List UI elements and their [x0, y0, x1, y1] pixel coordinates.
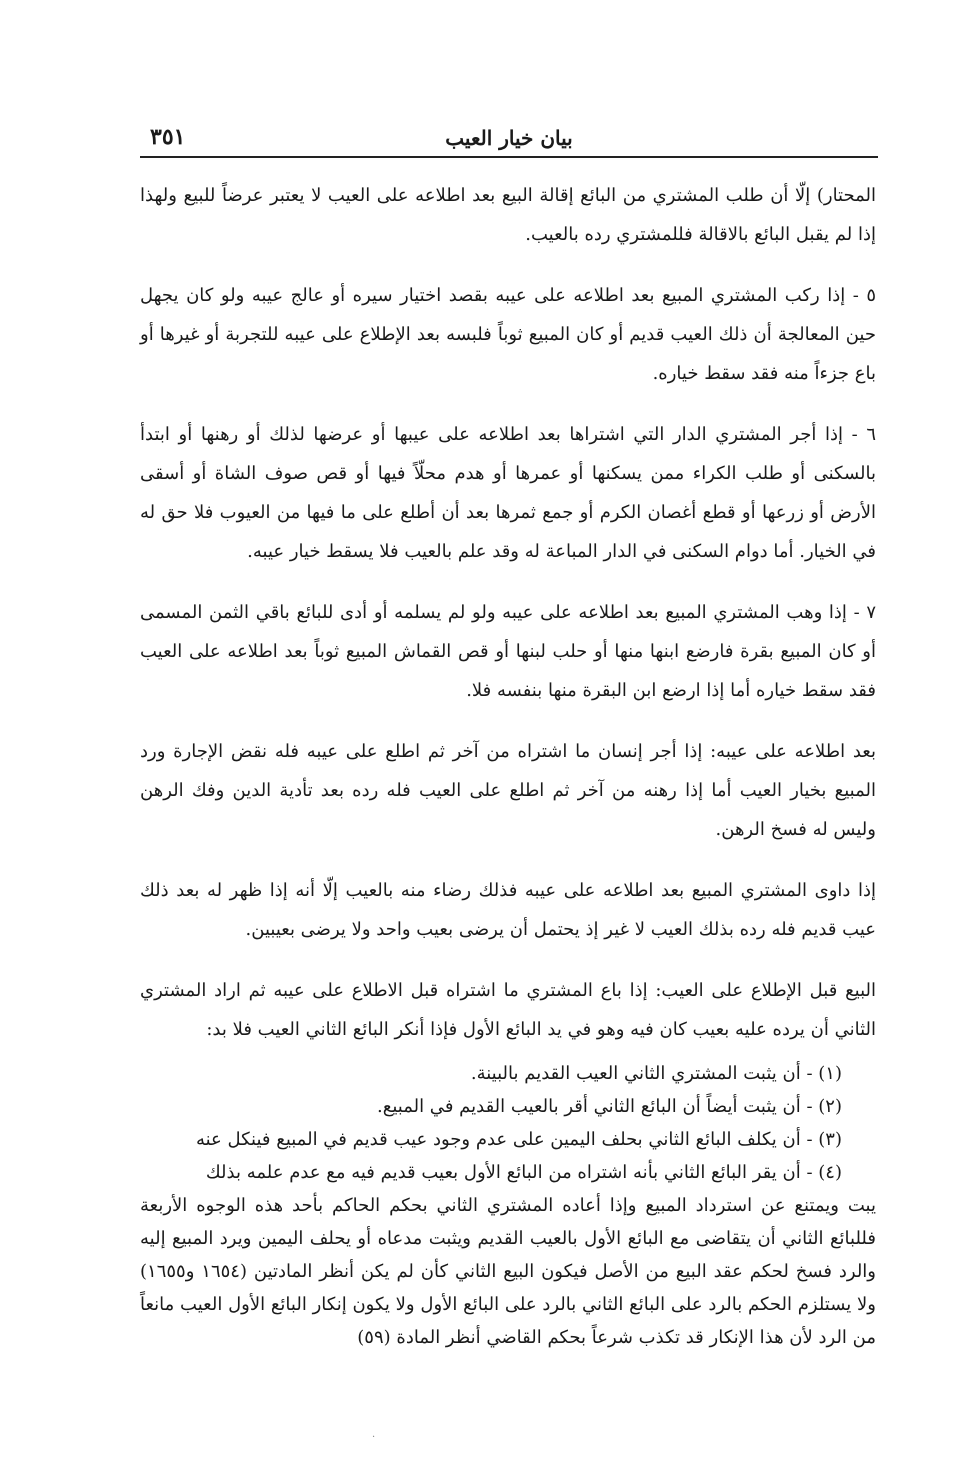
paragraph-2: ٥ - إذا ركب المشتري المبيع بعد اطلاعه على عيبه بقصد اختيار سيره أو عالج عيبه ولو كان يجهل حين المعالجة أن ذلك العيب قديم أو كان المبيع ثوباً فلبسه بعد الإطلاع على عيبه للتجربة أو غيرها أو باع جزءاً منه فقد سقط خياره.	[140, 285, 876, 384]
paragraph-5: بعد اطلاعه على عيبه: إذا أجر إنسان ما اشتراه من آخر ثم اطلع على عيبه فله نقض الإجارة ورد المبيع بخيار العيب أما إذا رهنه من آخر ثم اطلع على العيب فله رده بعد تأدية الدين وفك الرهن وليس له فسخ الرهن.	[140, 741, 876, 840]
list-item: (٣) - أن يكلف البائع الثاني بحلف اليمين على عدم وجود عيب قديم في المبيع فينكل عنه	[195, 1129, 842, 1150]
page-header	[140, 120, 878, 158]
scan-dot: ·	[372, 1432, 376, 1443]
paragraph-4: ٧ - إذا وهب المشتري المبيع بعد اطلاعه على عيبه ولو لم يسلمه أو أدى للبائع باقي الثمن المسمى أو كان المبيع بقرة فارضع ابنها منها أو حلب لبنها أو قص القماش المبيع ثوباً بعد اطلاعه على العيب فقد سقط خياره أما إذا ارضع ابن البقرة منها بنفسه فلا.	[140, 602, 877, 701]
list-item: (١) - أن يثبت المشتري الثاني العيب القديم بالبينة.	[470, 1063, 842, 1084]
paragraph-7: البيع قبل الإطلاع على العيب: إذا باع المشتري ما اشتراه قبل الاطلاع على عيبه ثم اراد المشتري الثاني أن يرده عليه بعيب كان فيه وهو في يد البائع الأول فإذا أنكر البائع الثاني العيب فلا بد:	[140, 980, 876, 1040]
conditions-list	[140, 1057, 876, 1189]
running-title: بيان خيار العيب	[445, 126, 573, 150]
list-item: (٢) - أن يثبت أيضاً أن البائع الثاني أقر بالعيب القديم في المبيع.	[377, 1096, 842, 1117]
page-number: ٣٥١	[150, 124, 186, 150]
paragraph-3: ٦ - إذا أجر المشتري الدار التي اشتراها بعد اطلاعه على عيبها أو عرضها لذلك أو رهنها أو ابتدأ بالسكنى أو طلب الكراء ممن يسكنها أو عمرها أو هدم محلّاً فيها أو قص صوف الشاة أو أسقى الأرض أو زرعها أو قطع أغصان الكرم أو جمع ثمرها بعد أن أطلع على ما فيها من العيوب فلا حق له في الخيار. أما دوام السكنى في الدار المباعة له وقد علم بالعيب فلا يسقط خيار عيبه.	[140, 424, 876, 562]
closing-paragraph: يبت ويمتنع عن استرداد المبيع وإذا أعاده المشتري الثاني بحكم الحاكم بأحد هذه الوجوه الأربعة فللبائع الثاني أن يتقاضى مع البائع الأول بالعيب القديم ويثبت مدعاه أو يحلف اليمين ويرد المبيع إليه والرد فسخ لحكم عقد البيع من الأصل فيكون البيع الثاني كأن لم يكن أنظر المادتين (١٦٥٤ و١٦٥٥) ولا يستلزم الحكم بالرد على البائع الثاني بالرد على البائع الأول ولا يكون إنكار البائع الأول العيب مانعاً من الرد لأن هذا الإنكار قد تكذب شرعاً بحكم القاضي أنظر المادة (٥٩)	[140, 1195, 876, 1348]
list-item: (٤) - أن يقر البائع الثاني بأنه اشتراه من البائع الأول بعيب قديم فيه مع عدم علمه بذلك	[205, 1162, 842, 1183]
paragraph-1: المحتار) إلّا أن طلب المشتري من البائع إقالة البيع بعد اطلاعه على العيب لا يعتبر عرضاً للبيع ولهذا إذا لم يقبل البائع بالاقالة فللمشتري رده بالعيب.	[140, 185, 876, 245]
body-text	[140, 176, 876, 1354]
paragraph-6: إذا داوى المشتري المبيع بعد اطلاعه على عيبه فذلك رضاء منه بالعيب إلّا أنه إذا ظهر له بعد ذلك عيب قديم فله رده بذلك العيب لا غير إذ يحتمل أن يرضى بعيب واحد ولا يرضى بعيبين.	[140, 880, 876, 940]
